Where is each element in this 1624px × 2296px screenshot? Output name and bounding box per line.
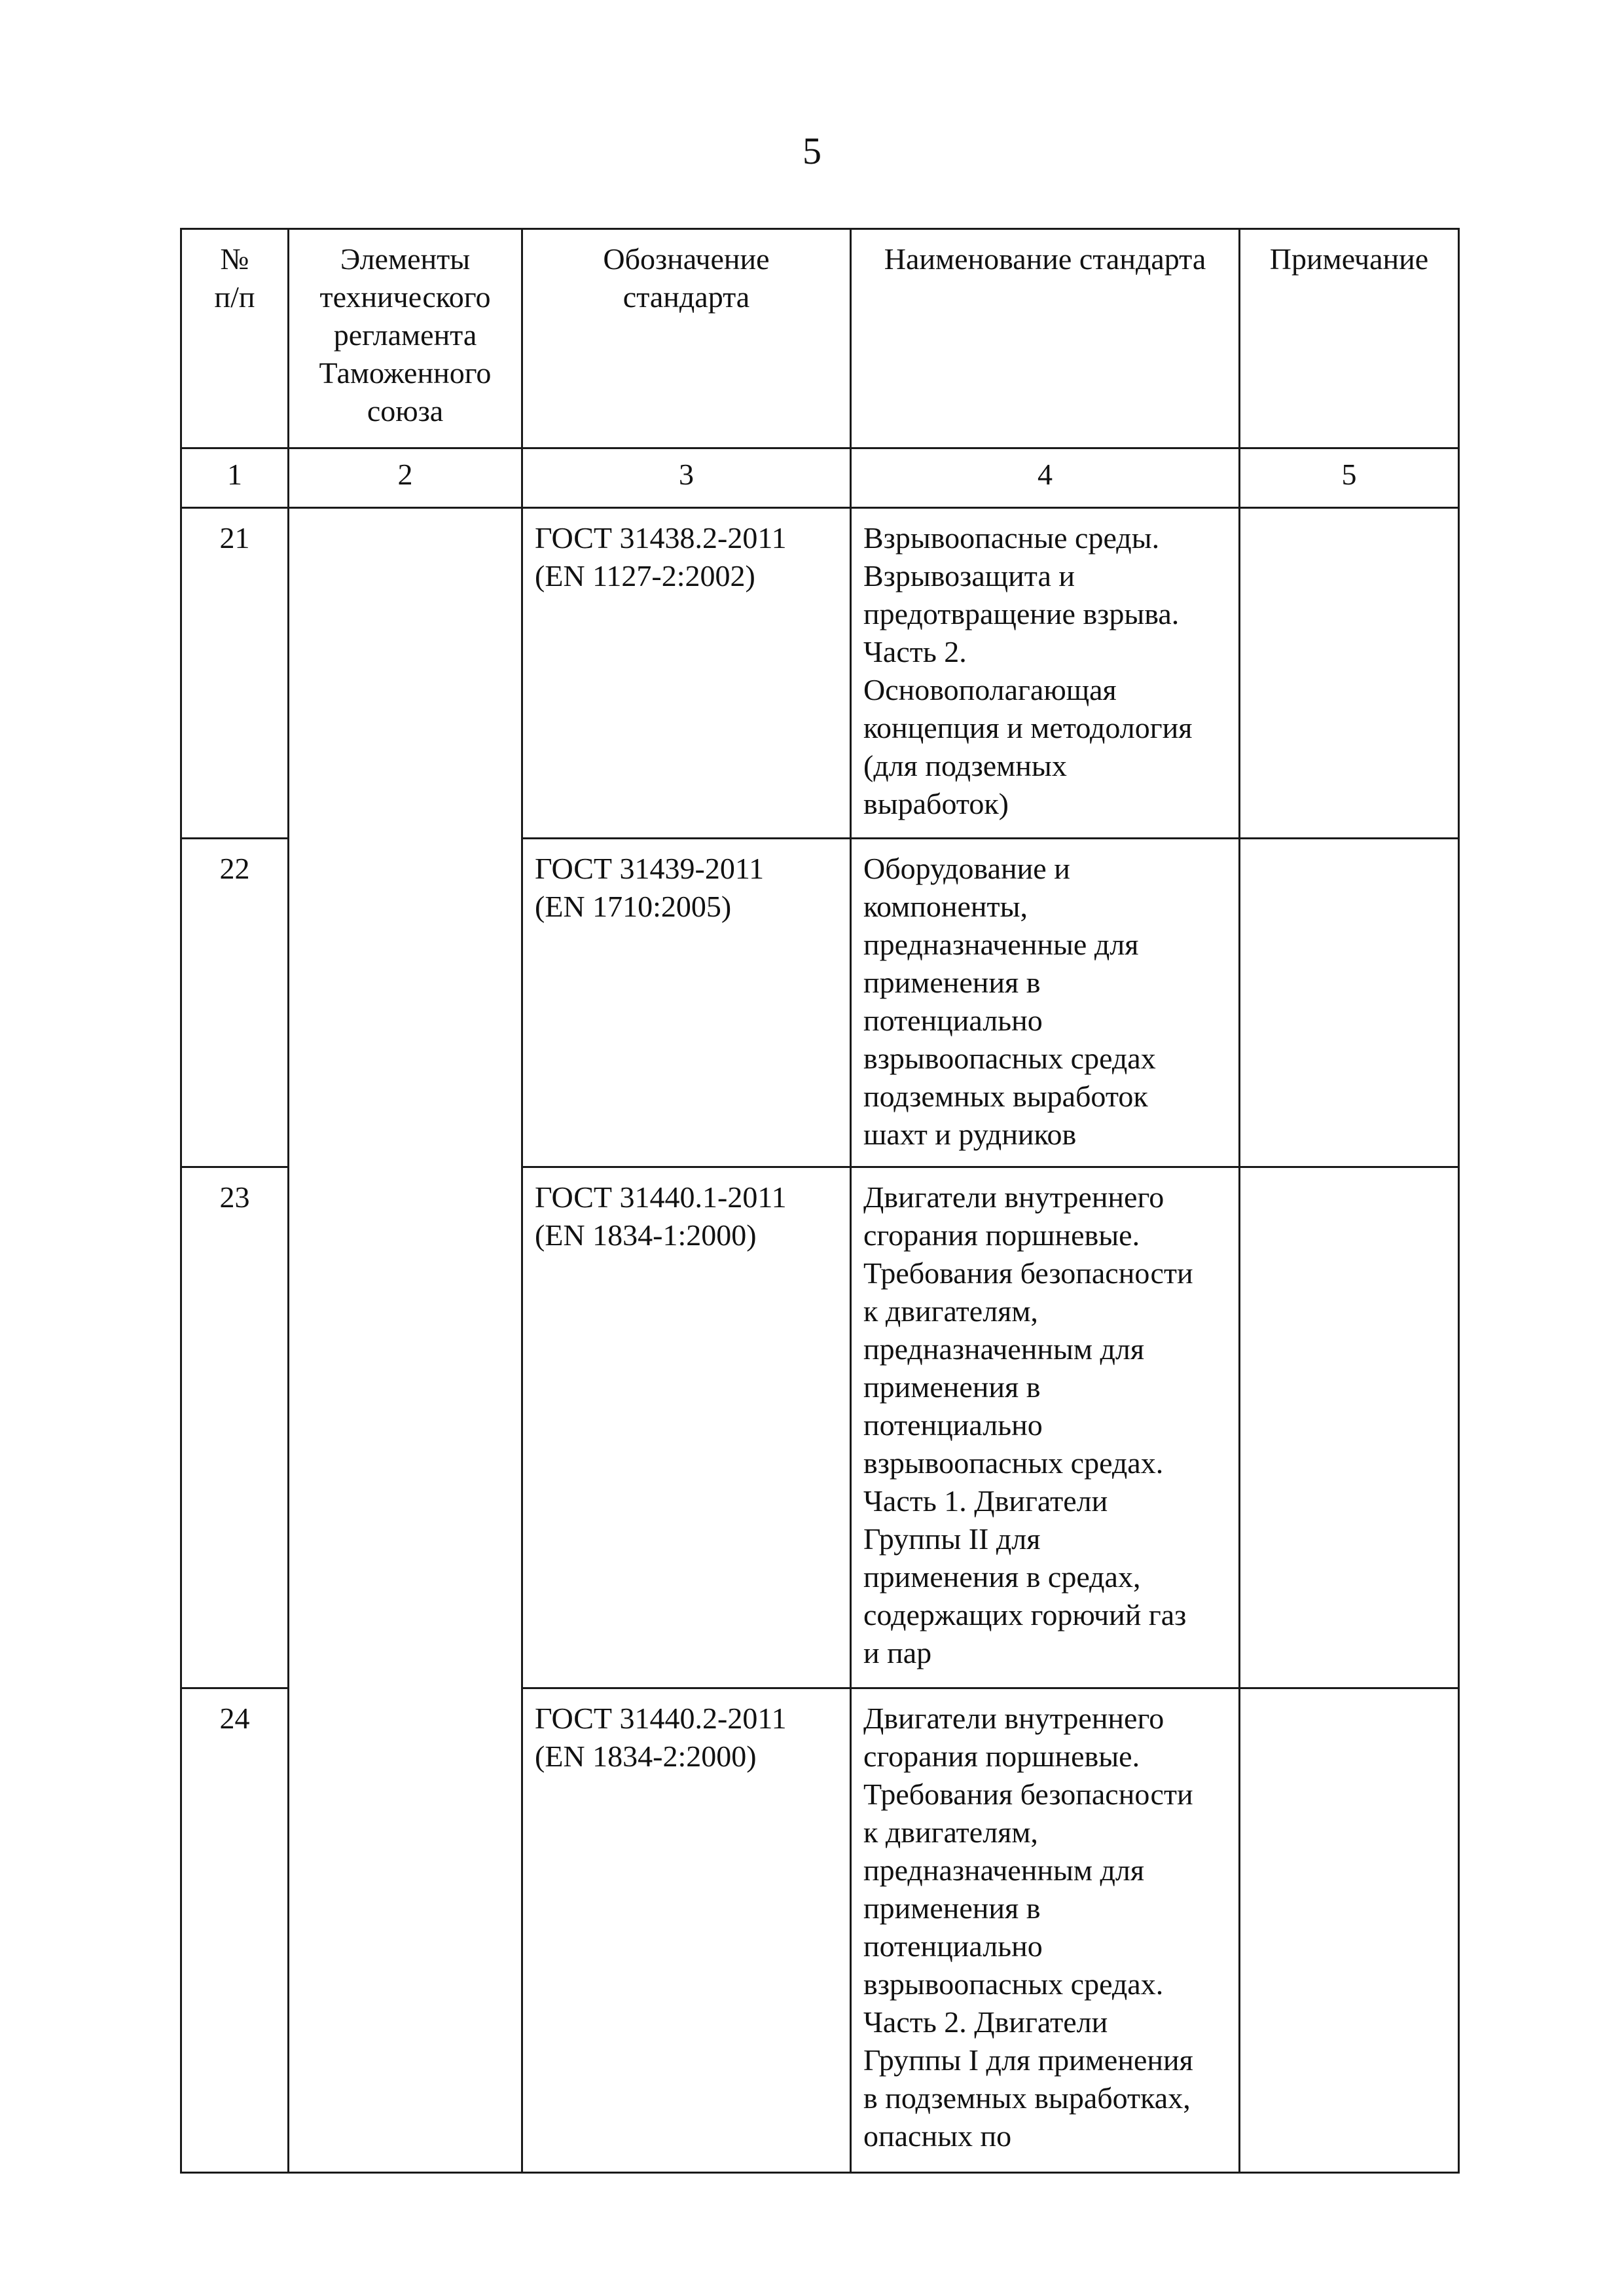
note-cell [1240,839,1459,1167]
name-line: содержащих горючий газ [863,1598,1187,1631]
name-line: шахт и рудников [863,1118,1077,1151]
name-line: Часть 1. Двигатели [863,1484,1108,1518]
name-line: Двигатели внутреннего [863,1180,1164,1214]
designation-line: ГОСТ 31439-2011 [535,852,765,885]
row-number: 22 [181,839,289,1167]
name-line: предназначенные для [863,928,1139,961]
name-line: и пар [863,1636,932,1669]
name-line: Группы I для применения [863,2043,1193,2077]
row-number: 21 [181,508,289,839]
table-header-row [181,229,1459,448]
name-line: Часть 2. [863,635,967,668]
designation-cell [522,839,851,1167]
row-number: 24 [181,1688,289,2173]
name-line: Взрывозащита и [863,559,1075,592]
designation-cell [522,1167,851,1688]
name-line: выработок) [863,787,1009,820]
header-elements-line: союза [367,394,444,428]
header-num-line: п/п [214,280,255,314]
name-line: применения в [863,966,1041,999]
name-line: потенциально [863,1408,1043,1442]
name-line: предназначенным для [863,1332,1145,1366]
note-cell [1240,508,1459,839]
designation-line: (EN 1834-2:2000) [535,1740,757,1773]
name-line: Двигатели внутреннего [863,1702,1164,1735]
designation-line: (EN 1834-1:2000) [535,1218,757,1252]
name-line: концепция и методология [863,711,1193,744]
note-cell [1240,1167,1459,1688]
name-line: Группы II для [863,1522,1041,1556]
standard-name-cell [851,508,1240,839]
name-line: к двигателям, [863,1815,1038,1849]
name-line: Оборудование и [863,852,1070,885]
column-number: 4 [851,448,1240,508]
header-elements-line: регламента [333,318,477,352]
standard-name-cell [851,1688,1240,2173]
name-line: (для подземных [863,749,1067,782]
name-line: Требования безопасности [863,1777,1193,1811]
name-line: компоненты, [863,890,1028,923]
elements-cell [289,508,522,2173]
name-line: взрывоопасных средах. [863,1446,1164,1480]
standards-table [180,228,1460,2174]
header-num [181,229,289,448]
header-designation-line: стандарта [623,280,750,314]
name-line: применения в средах, [863,1560,1141,1594]
name-line: потенциально [863,1929,1043,1963]
name-line: Требования безопасности [863,1256,1193,1290]
header-designation-line: Обозначение [603,242,770,276]
name-line: применения в [863,1370,1041,1404]
name-line: потенциально [863,1004,1043,1037]
header-elements-line: Таможенного [319,356,492,390]
column-number: 1 [181,448,289,508]
name-line: сгорания поршневые. [863,1218,1140,1252]
name-line: опасных по [863,2119,1012,2153]
designation-line: ГОСТ 31438.2-2011 [535,521,787,555]
header-designation [522,229,851,448]
designation-line: (EN 1710:2005) [535,890,732,923]
name-line: подземных выработок [863,1080,1148,1113]
designation-line: ГОСТ 31440.1-2011 [535,1180,787,1214]
header-note-line: Примечание [1269,242,1429,276]
name-line: Взрывоопасные среды. [863,521,1160,555]
row-number: 23 [181,1167,289,1688]
header-num-line: № [220,242,249,276]
designation-line: (EN 1127-2:2002) [535,559,755,592]
name-line: Основополагающая [863,673,1117,706]
page-number: 5 [803,130,821,172]
designation-cell [522,508,851,839]
name-line: применения в [863,1891,1041,1925]
designation-cell [522,1688,851,2173]
standard-name-cell [851,839,1240,1167]
table-row [181,508,1459,839]
standard-name-cell [851,1167,1240,1688]
name-line: предотвращение взрыва. [863,597,1180,630]
header-elements-line: Элементы [340,242,471,276]
name-line: Часть 2. Двигатели [863,2005,1108,2039]
header-name [851,229,1240,448]
name-line: сгорания поршневые. [863,1740,1140,1773]
name-line: взрывоопасных средах [863,1042,1156,1075]
note-cell [1240,1688,1459,2173]
header-elements-line: технического [319,280,491,314]
header-name-line: Наименование стандарта [884,242,1206,276]
column-number: 2 [289,448,522,508]
column-number: 5 [1240,448,1459,508]
column-number-row [181,448,1459,508]
name-line: предназначенным для [863,1853,1145,1887]
name-line: в подземных выработках, [863,2081,1191,2115]
header-elements [289,229,522,448]
name-line: к двигателям, [863,1294,1038,1328]
column-number: 3 [522,448,851,508]
header-note [1240,229,1459,448]
designation-line: ГОСТ 31440.2-2011 [535,1702,787,1735]
name-line: взрывоопасных средах. [863,1967,1164,2001]
